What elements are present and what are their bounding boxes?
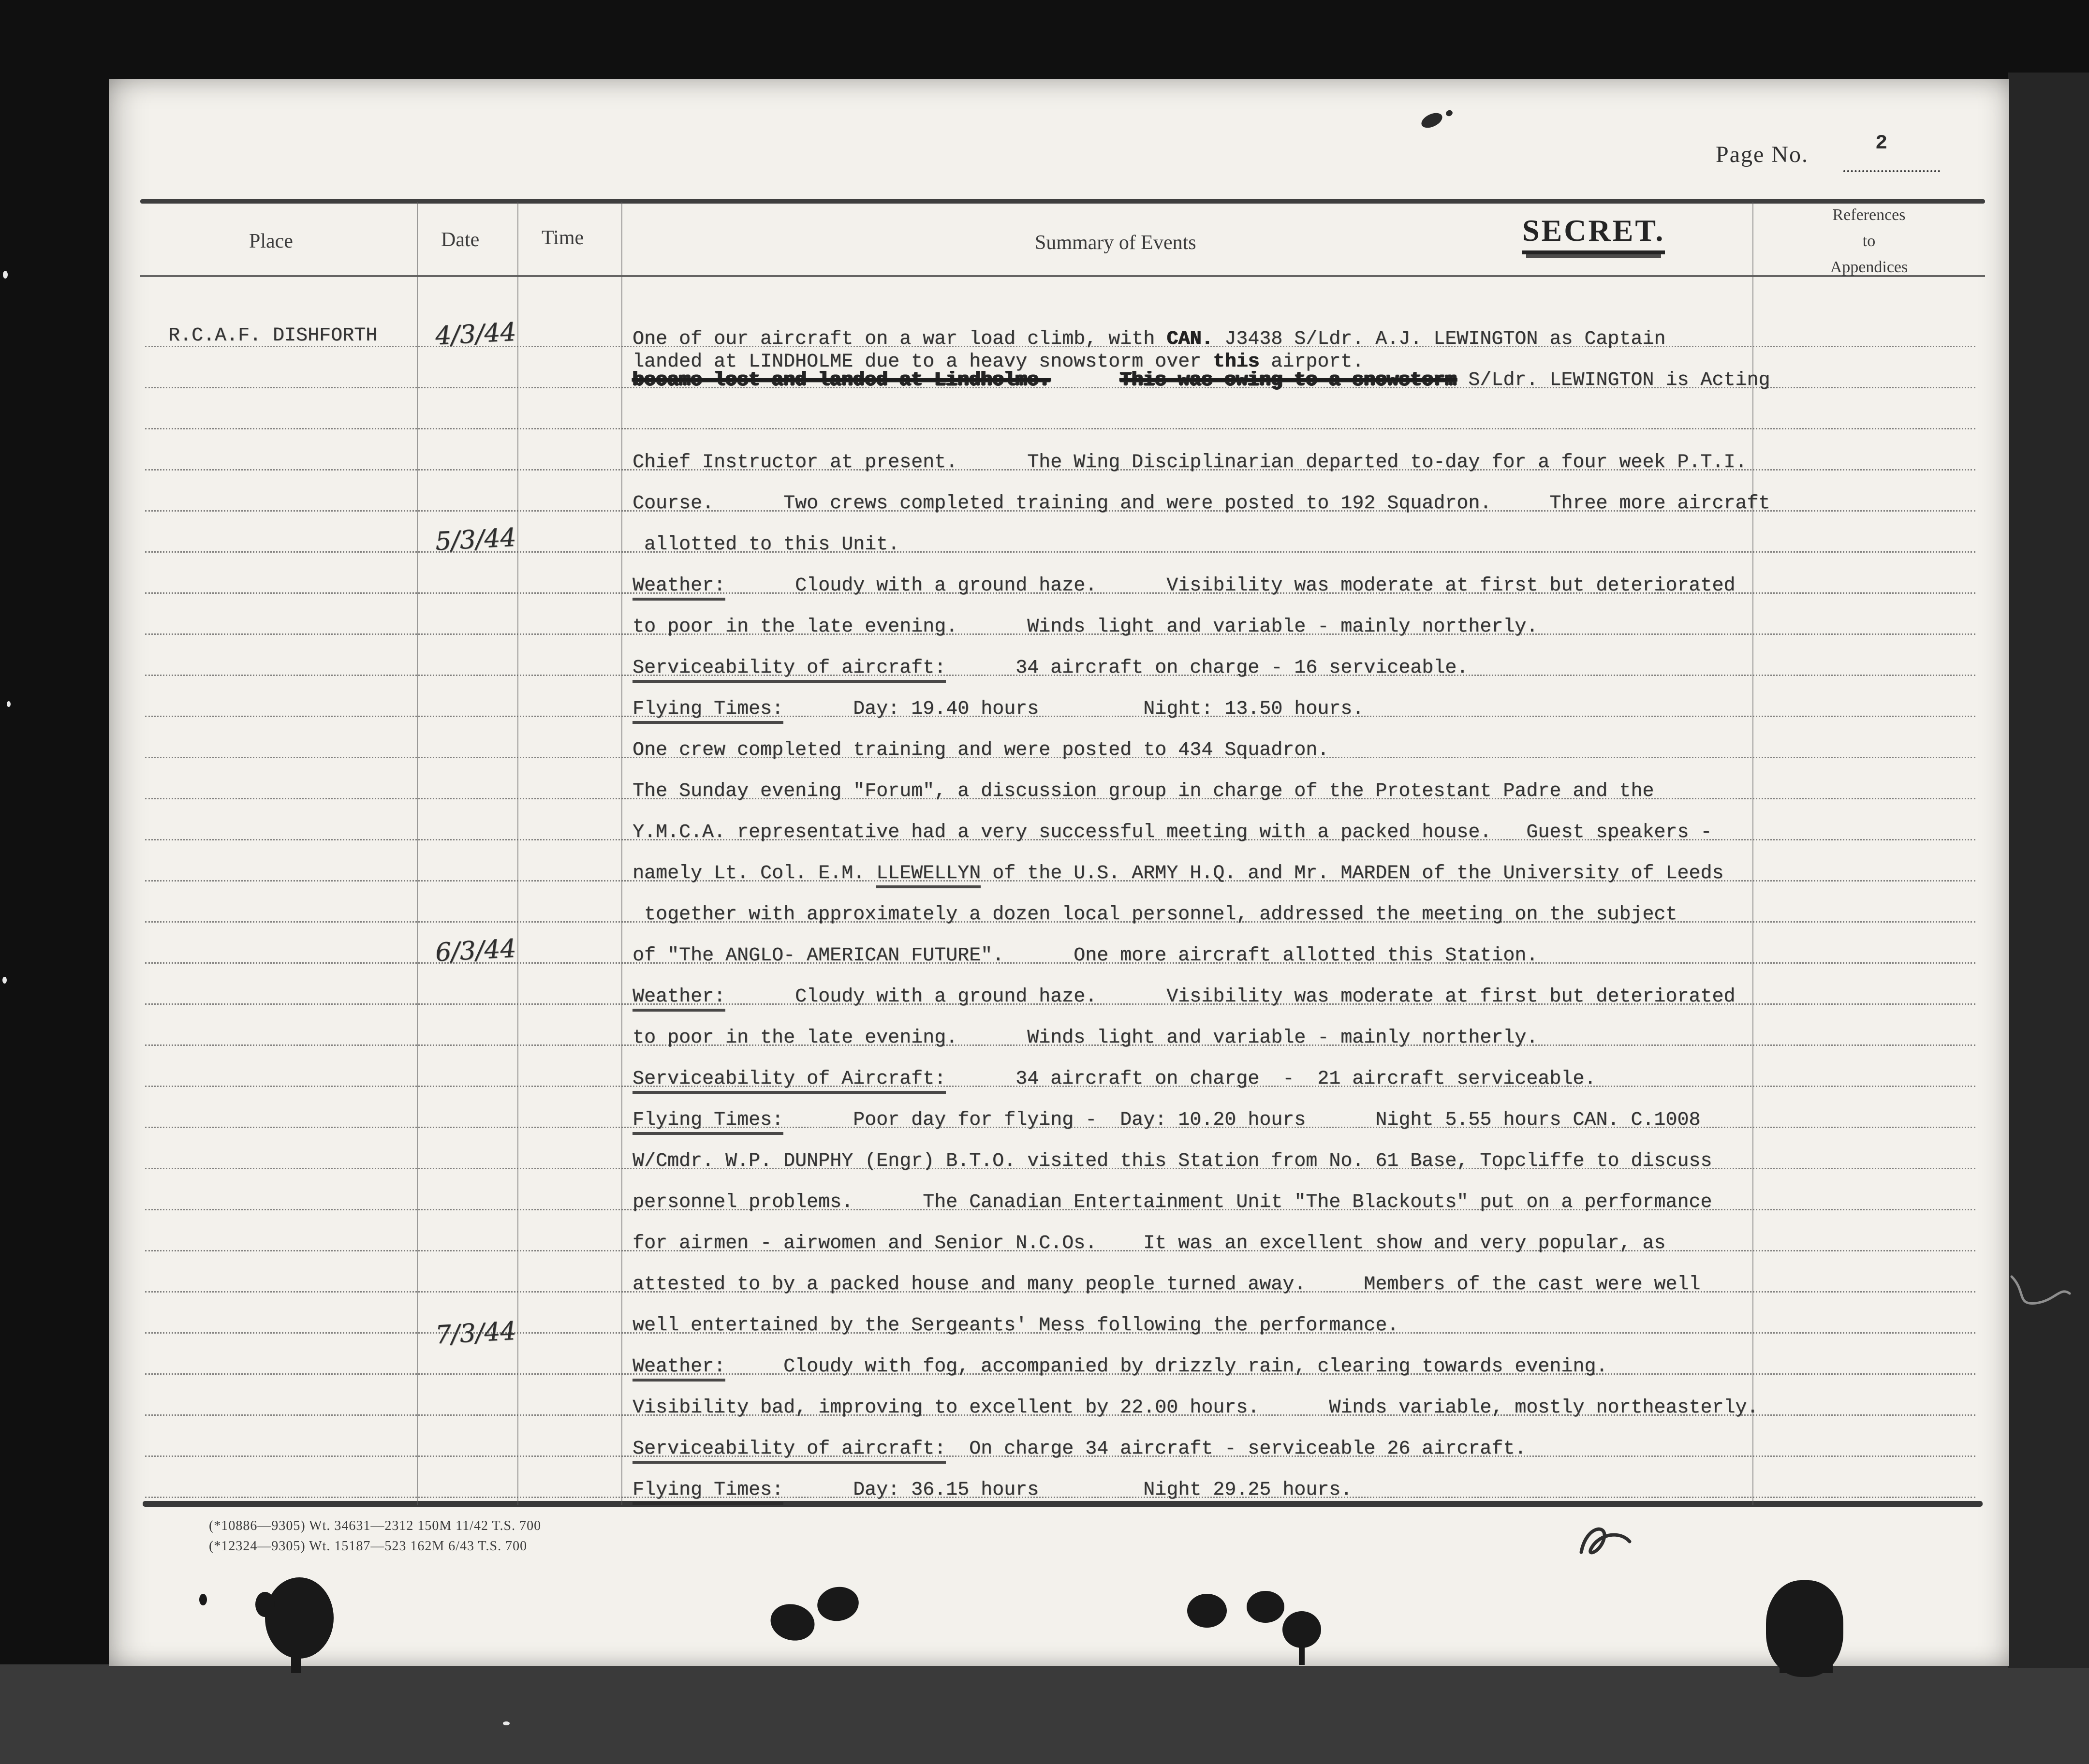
typed-text: Flying Times: [633,1109,783,1135]
entry-text-line [633,575,1735,597]
ink-blot [1187,1594,1227,1628]
ink-blot-stem [1780,1644,1833,1673]
column-header-references: References to Appendices [1830,206,1908,276]
typed-text: 34 aircraft on charge - 21 aircraft serviceable. [946,1068,1596,1090]
entry-text-line [633,1274,1700,1295]
typed-text: of "The ANGLO- AMERICAN FUTURE". One more aircraft allotted this Station. [633,945,1538,967]
typed-text [1050,369,1120,391]
page-number-leader-line [1843,170,1940,172]
typed-text: LLEWELLYN [876,863,981,888]
entry-text-line [633,657,1468,679]
typed-text: to poor in the late evening. Winds light and variable - mainly northerly. [633,616,1538,638]
typed-text: W/Cmdr. W.P. DUNPHY (Engr) B.T.O. visited this Station from No. 61 Base, Topcliffe to discuss [633,1150,1712,1172]
typed-text: Flying Times: [633,698,783,724]
typed-text: The Sunday evening "Forum", a discussion group in charge of the Protestant Padre and the [633,780,1654,802]
typed-text: this [1213,351,1260,373]
entry-text-line [633,493,1770,514]
column-header-date: Date [441,229,480,251]
typed-text: Weather: [633,575,725,601]
typed-text: Day: 19.40 hours Night: 13.50 hours. [783,698,1364,720]
typed-text: S/Ldr. LEWINGTON is Acting [1456,369,1770,391]
entry-text-line [633,328,1665,350]
column-divider-summary-references [1752,202,1753,1505]
struck-through-text: This was owing to a snowstorm [1120,369,1457,391]
typed-text: Poor day for flying - Day: 10.20 hours Night 5.55 hours CAN. C.1008 [783,1109,1701,1131]
film-bottom-band [0,1664,2089,1764]
typed-text: landed at LINDHOLME due to a heavy snowstorm over [633,351,1213,373]
table-bottom-border [143,1501,1983,1507]
entry-text-line [633,1315,1398,1337]
entry-text-line [633,369,1770,391]
typed-text: to poor in the late evening. Winds light and variable - mainly northerly. [633,1027,1538,1049]
page-number-value: 2 [1875,132,1888,155]
entry-text-line [633,1191,1712,1213]
entry-text-line [633,1479,1352,1501]
film-speck [503,1721,510,1725]
typed-text: Cloudy with a ground haze. Visibility was moderate at first but deteriorated [725,986,1736,1008]
column-divider-time-summary [621,202,622,1505]
typed-text: 34 aircraft on charge - 16 serviceable. [946,657,1469,679]
entry-date: 5/3/44 [434,523,517,557]
column-header-place: Place [249,230,293,252]
ink-blot-stem [291,1639,301,1673]
entry-text-line [633,739,1329,761]
typed-text: for airmen - airwomen and Senior N.C.Os. It was an excellent show and very popular, as [633,1233,1666,1254]
typed-text: Serviceability of aircraft: [633,1438,946,1464]
typed-text: Weather: [633,986,725,1012]
entry-text-line [633,822,1712,843]
entry-text-line [633,1150,1712,1172]
ink-blot [255,1592,275,1617]
typed-text: Chief Instructor at present. The Wing Disciplinarian departed to-day for a four week P.T.I. [633,452,1747,473]
ruled-dotted-line [145,428,1975,429]
entry-text-line [633,1027,1538,1049]
entry-text-line [633,1068,1596,1090]
entry-text-line [633,780,1654,802]
typed-text: attested to by a packed house and many people turned away. Members of the cast were well [633,1274,1701,1295]
entry-date: 4/3/44 [434,317,517,351]
entry-text-line [633,1233,1665,1254]
typed-text: of the U.S. ARMY H.Q. and Mr. MARDEN of the University of Leeds [981,863,1724,884]
column-header-summary: Summary of Events [1035,232,1196,254]
typed-text: Course. Two crews completed training and were posted to 192 Squadron. Three more aircraft [633,493,1770,514]
entry-text-line [633,1109,1700,1131]
entry-text-line [633,945,1538,967]
typed-text: Serviceability of Aircraft: [633,1068,946,1094]
typed-text: Day: 36.15 hours Night 29.25 hours. [783,1479,1353,1501]
typed-text: On charge 34 aircraft - serviceable 26 aircraft. [946,1438,1527,1460]
typed-text: Cloudy with fog, accompanied by drizzly rain, clearing towards evening. [725,1356,1608,1378]
entry-date: 6/3/44 [434,934,517,968]
ruled-dotted-line [145,551,1975,553]
typed-text: allotted to this Unit. [633,534,900,556]
pen-doodle [1574,1518,1637,1567]
film-scratch [2007,1257,2074,1320]
typed-text: Visibility bad, improving to excellent by 22.00 hours. Winds variable, mostly northeasterly. [633,1397,1759,1419]
entry-text-line [633,863,1723,884]
film-speck [3,271,8,279]
secret-classification-stamp: SECRET. [1522,213,1665,254]
entry-text-line [633,534,899,556]
typed-text: One of our aircraft on a war load climb, with [633,328,1167,350]
place-cell: R.C.A.F. DISHFORTH [168,325,378,347]
typed-text: well entertained by the Sergeants' Mess following the performance. [633,1315,1399,1337]
entry-text-line [633,1438,1526,1460]
typed-text: Serviceability of aircraft: [633,657,946,683]
entry-text-line [633,986,1735,1008]
typed-text: Weather: [633,1356,725,1382]
form-print-code-line: (*10886—9305) Wt. 34631—2312 150M 11/42 T.S. 700 [209,1518,542,1533]
typed-text: together with approximately a dozen local personnel, addressed the meeting on the subject [633,904,1677,926]
entry-text-line [633,698,1364,720]
struck-through-text: became lost and landed at Lindholme. [633,369,1051,391]
typed-text: namely Lt. Col. E.M. [633,863,877,884]
entry-text-line [633,1356,1607,1378]
column-divider-place-date [417,202,418,1505]
film-speck [2,977,7,984]
typed-text: J3438 S/Ldr. A.J. LEWINGTON as Captain [1213,328,1666,350]
ink-blot [199,1594,207,1605]
entry-text-line [633,904,1677,926]
entry-text-line [633,1397,1758,1419]
typed-text: One crew completed training and were posted to 434 Squadron. [633,739,1329,761]
typed-text: airport. [1259,351,1364,373]
form-print-code-line: (*12324—9305) Wt. 15187—523 162M 6/43 T.S. 700 [209,1539,528,1554]
typed-text: CAN. [1166,328,1213,350]
entry-text-line [633,616,1538,638]
entry-date: 7/3/44 [434,1316,517,1350]
typed-text: Cloudy with a ground haze. Visibility was moderate at first but deteriorated [725,575,1736,597]
ink-blot-stem [1299,1642,1305,1665]
film-speck [7,701,11,707]
typed-text: Y.M.C.A. representative had a very successful meeting with a packed house. Guest speakers - [633,822,1712,843]
typed-text: personnel problems. The Canadian Entertainment Unit "The Blackouts" put on a performance [633,1191,1712,1213]
column-divider-date-time [517,202,518,1505]
column-header-time: Time [542,227,584,249]
page-number-label: Page No. [1716,142,1809,167]
typed-text: Flying Times: [633,1479,783,1505]
film-right-band [2008,73,2089,1668]
entry-text-line [633,452,1747,473]
ink-blot [1247,1591,1284,1623]
